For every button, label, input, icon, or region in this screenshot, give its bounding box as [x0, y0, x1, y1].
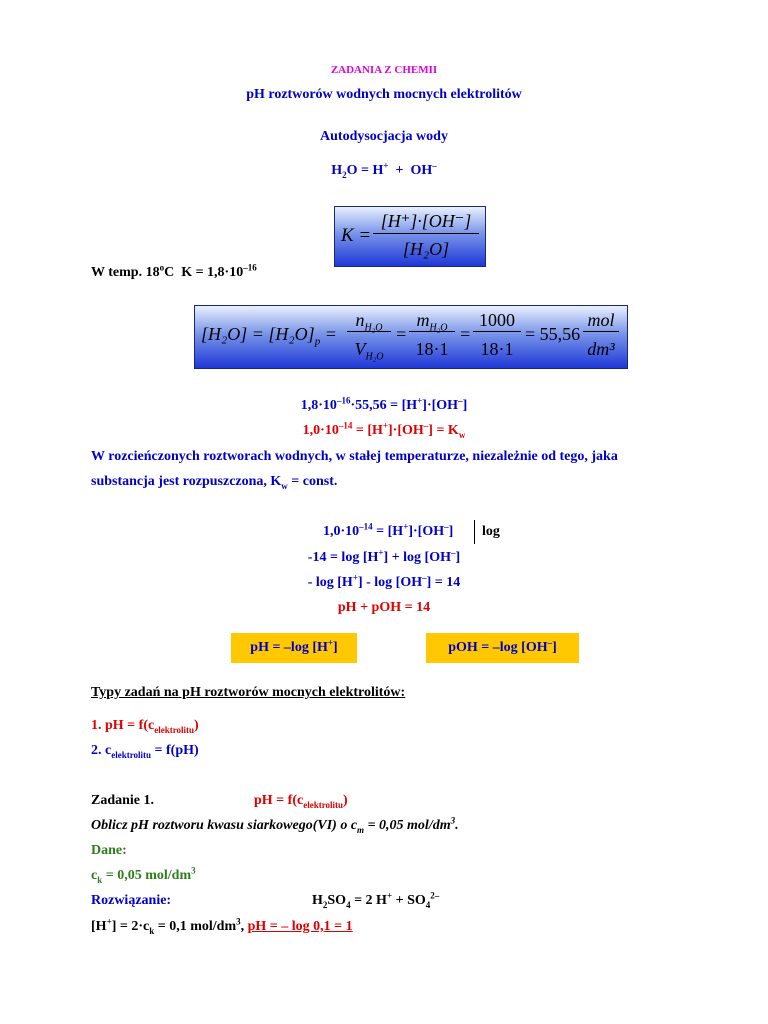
paragraph-line-2: substancja jest rozpuszczona, $K_w$ = const.	[91, 474, 338, 491]
given-concentration: $c_k = 0,05$ mol/$dm^3$	[91, 865, 196, 885]
log-divider	[474, 520, 475, 544]
unit-numerator: mol	[583, 310, 619, 332]
fraction-n-numerator: $n_{H_2O}$	[347, 310, 391, 332]
equals-sign: =	[459, 324, 472, 344]
log-line-3: - log [H+] - log [OH–] = 14	[307, 572, 461, 590]
section-heading: Autodysocjacja wody	[320, 129, 448, 144]
equals-sign: =	[395, 324, 408, 344]
equilibrium-constant-formula	[334, 206, 486, 267]
task-question: Oblicz pH roztworu kwasu siarkowego(VI) o $c_m = 0,05$ mol/$dm^3$.	[91, 815, 459, 835]
result-value: = 55,56	[525, 324, 581, 344]
unit-denominator: dm³	[587, 339, 615, 359]
formula-lhs: $[H_2O] = [H_2O]_p$ =	[201, 324, 337, 348]
sulfuric-acid-dissociation: $H_2SO_4 = 2$ $H^+ + SO_4^{2-}$	[312, 890, 440, 910]
task-type-2: 2. $c_{elektrolitu} = f(pH)$	[91, 743, 199, 760]
fraction-1000-numerator: 1000	[473, 310, 521, 332]
document-subtitle: pH roztworów wodnych mocnych elektrolitów	[246, 87, 522, 102]
formula-numerator: [H⁺]·[OH⁻]	[373, 211, 479, 234]
log-operation-label: log	[482, 524, 500, 539]
task-formula: pH = $f(c_{elektrolitu})$	[254, 793, 348, 810]
kw-definition-line: $1,0\cdot 10^{-14} = [H^+]\cdot[OH^-] = K_w$	[302, 420, 466, 440]
task-types-heading: Typy zadań na pH roztworów mocnych elektrolitów:	[91, 685, 406, 700]
log-line-1: $1,0\cdot 10^{-14} = [H^+]\cdot[OH^-]$	[323, 521, 454, 539]
kw-calculation-line: $1,8\cdot 10^{-16}\cdot 55,56 = [H^+]\cdot[OH^-]$	[300, 395, 468, 413]
fraction-m-numerator: $m_{H_2O}$	[409, 310, 455, 332]
ph-poh-sum: pH + pOH = 14	[337, 600, 431, 615]
fraction-1000-denominator: 18·1	[480, 339, 514, 359]
fraction-m-denominator: 18·1	[415, 339, 449, 359]
temperature-constant-line: W temp. 18$^o$C $K = 1,8\cdot 10^{-16}$	[91, 262, 257, 280]
poh-definition-box: pOH = –log [OH–]	[426, 633, 579, 663]
final-answer: pH = – log 0,1 = 1	[247, 919, 353, 934]
formula-lhs: K =	[341, 225, 372, 246]
water-concentration-formula	[194, 305, 628, 369]
task-type-1: 1. pH = $f(c_{elektrolitu})$	[91, 718, 199, 735]
log-line-2: -14 = log [H+] + log [OH–]	[307, 547, 461, 565]
paragraph-line-1: W rozcieńczonych roztworach wodnych, w stałej temperaturze, niezależnie od tego, jaka	[91, 449, 618, 464]
formula-denominator: [H₂O]	[402, 239, 450, 259]
given-heading: Dane:	[91, 843, 127, 858]
fraction-n-denominator: $V_{H_2O}$	[354, 339, 384, 363]
task-label: Zadanie 1.	[91, 793, 155, 808]
document-title: ZADANIA Z CHEMII	[330, 64, 438, 76]
solution-heading: Rozwiązanie:	[91, 893, 172, 908]
hydrogen-ion-calculation: $[H^+] = 2\cdot c_k = 0,1$ mol/$dm^3$, pH = – log 0,1 = 1	[91, 916, 353, 936]
water-dissociation-reaction: $H_2O = H^+ + OH^-$	[331, 160, 437, 180]
ph-definition-box: pH = –log [H+]	[231, 633, 357, 663]
